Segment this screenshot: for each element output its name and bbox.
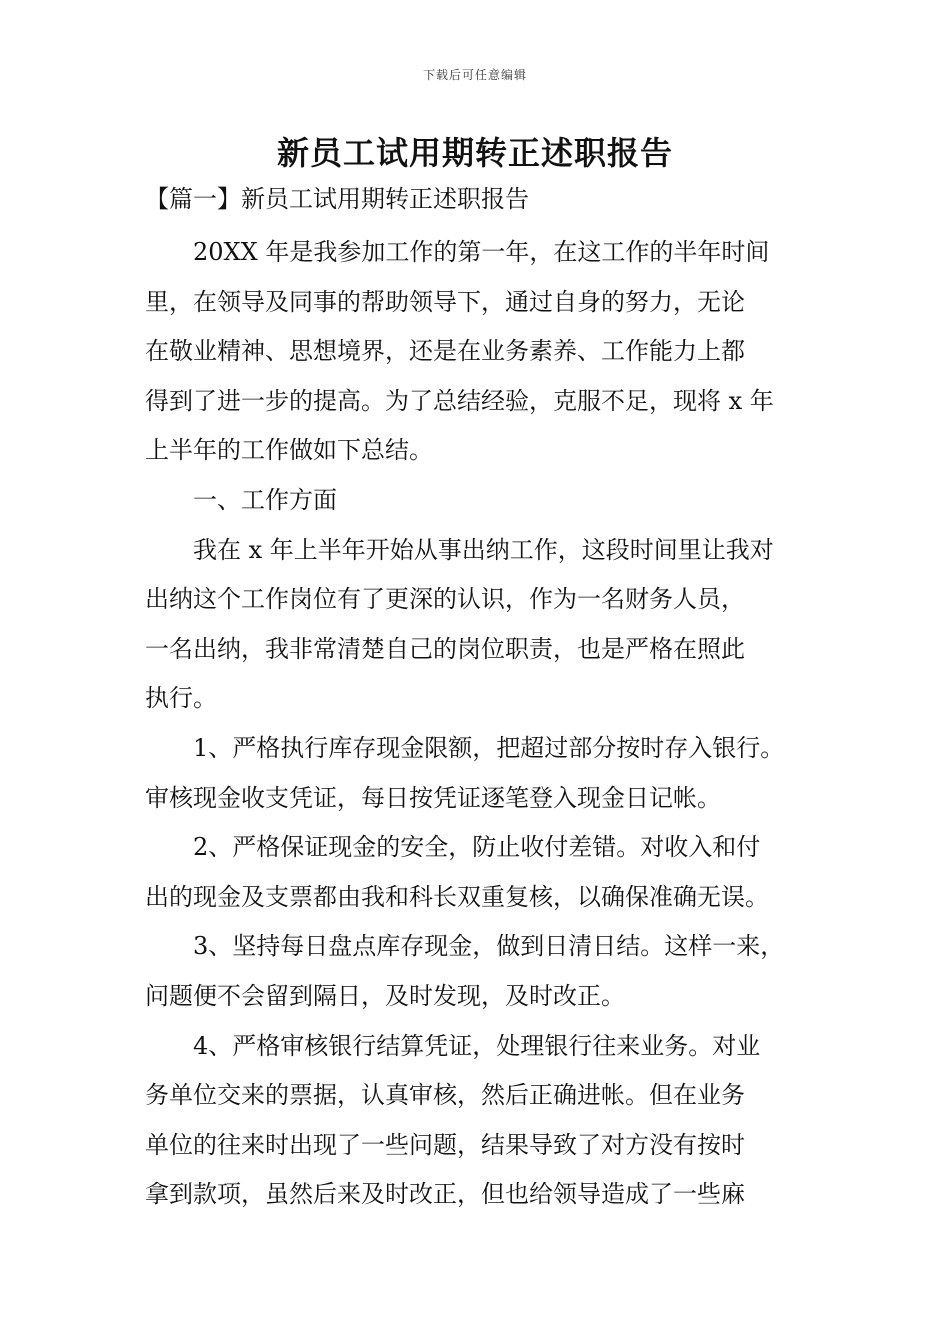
paragraph (145, 922, 825, 1021)
paragraph-line: 4、严格审核银行结算凭证，处理银行往来业务。对业 (193, 1031, 761, 1060)
paragraph-line: 出的现金及支票都由我和科长双重复核，以确保准确无误。 (145, 882, 769, 911)
paragraph-line: 一名出纳，我非常清楚自己的岗位职责，也是严格在照此 (145, 634, 745, 663)
paragraph-line: 单位的往来时出现了一些问题，结果导致了对方没有按时 (145, 1130, 745, 1159)
paragraph (145, 823, 825, 922)
paragraph-line: 3、坚持每日盘点库存现金，做到日清日结。这样一来， (193, 932, 785, 961)
section-heading: 【篇一】新员工试用期转正述职报告 (145, 185, 529, 213)
paragraph-line: 执行。 (145, 684, 217, 713)
paragraph-line: 20XX 年是我参加工作的第一年，在这工作的半年时间 (193, 238, 770, 266)
paragraph-line: 一、工作方面 (193, 485, 337, 514)
paragraph-line: 得到了进一步的提高。为了总结经验，克服不足，现将 x 年 (145, 386, 774, 415)
paragraph (145, 228, 825, 476)
paragraph (145, 526, 825, 724)
header-note: 下载后可任意编辑 (422, 68, 527, 82)
paragraph-line: 拿到款项，虽然后来及时改正，但也给领导造成了一些麻 (145, 1180, 745, 1209)
paragraph-line: 务单位交来的票据，认真审核，然后正确进帐。但在业务 (145, 1081, 745, 1110)
document-body (145, 228, 825, 1220)
document-title: 新员工试用期转正述职报告 (276, 134, 673, 172)
paragraph (145, 724, 825, 823)
paragraph-line: 里，在领导及同事的帮助领导下，通过自身的努力，无论 (145, 287, 745, 316)
paragraph-line: 2、严格保证现金的安全，防止收付差错。对收入和付 (193, 833, 761, 862)
paragraph-line: 上半年的工作做如下总结。 (145, 436, 433, 465)
paragraph-line: 在敬业精神、思想境界，还是在业务素养、工作能力上都 (145, 337, 745, 366)
paragraph-line: 问题便不会留到隔日，及时发现，及时改正。 (145, 981, 625, 1010)
paragraph-line: 审核现金收支凭证，每日按凭证逐笔登入现金日记帐。 (145, 783, 721, 812)
paragraph (145, 1022, 825, 1220)
paragraph-line: 出纳这个工作岗位有了更深的认识，作为一名财务人员， (145, 585, 745, 614)
paragraph-line: 我在 x 年上半年开始从事出纳工作，这段时间里让我对 (193, 535, 774, 564)
paragraph-line: 1、严格执行库存现金限额，把超过部分按时存入银行。 (193, 733, 785, 762)
paragraph (145, 476, 825, 526)
